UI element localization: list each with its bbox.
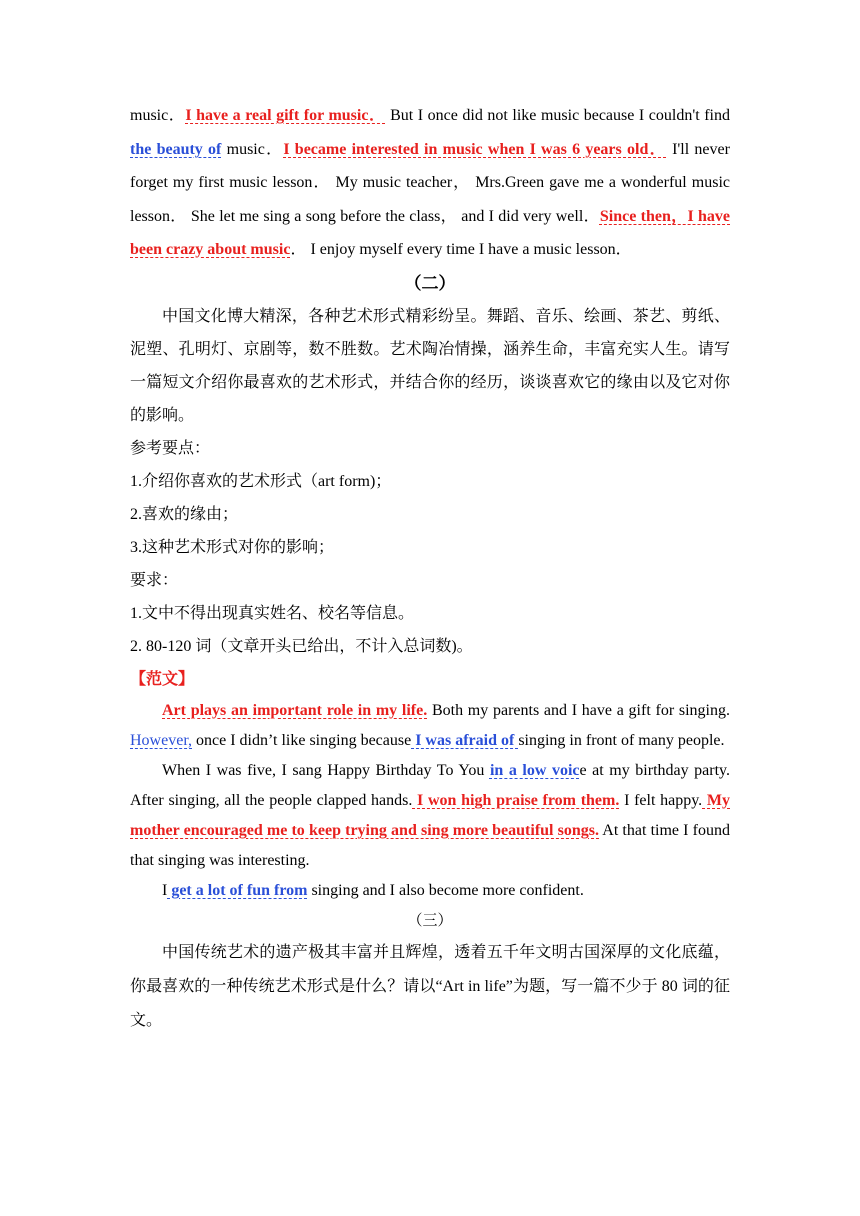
text-run: music． bbox=[221, 140, 284, 158]
points-title: 参考要点： bbox=[130, 439, 211, 457]
text-run: music． bbox=[130, 107, 186, 124]
section3-heading: （三） bbox=[407, 912, 453, 929]
text-run: Both my parents and I have a gift for singing. bbox=[427, 701, 730, 719]
highlight-red: I won high praise from them. bbox=[412, 791, 620, 809]
highlight-red: I became interested in music when I was 6 years old． bbox=[283, 140, 667, 158]
highlight-blue: get a lot of fun from bbox=[167, 881, 308, 899]
point-item: 2.喜欢的缘由； bbox=[130, 505, 239, 523]
highlight-blue: I was afraid of bbox=[411, 731, 519, 749]
text-run: When I was five, I sang Happy Birthday To You bbox=[162, 761, 490, 779]
text-run: singing in front of many people. bbox=[518, 731, 725, 749]
highlight-red: I have a real gift for music． bbox=[185, 107, 386, 124]
highlight-red: My mother encouraged me to keep trying and sing more beautiful songs. bbox=[130, 791, 730, 839]
section2-prompt: 中国文化博大精深，各种艺术形式精彩纷呈。舞蹈、音乐、绘画、茶艺、剪纸、泥塑、孔明灯、京剧等，数不胜数。艺术陶冶情操，涵养生命，丰富充实人生。请写一篇短文介绍你最喜欢的艺术形式，并结合你的经历，谈谈喜欢它的缘由以及它对你的影响。 bbox=[130, 307, 730, 424]
text-run: ． I enjoy myself every time I have a music lesson． bbox=[290, 241, 632, 259]
text-run: I felt happy. bbox=[619, 791, 703, 809]
section2-heading: （二） bbox=[404, 273, 456, 293]
text-run: At that time I found that singing was interesting. bbox=[130, 821, 731, 869]
highlight-red: Since then，I have been crazy about music bbox=[130, 207, 730, 259]
point-item: 1.介绍你喜欢的艺术形式（art form)； bbox=[130, 472, 392, 490]
section3-prompt: 中国传统艺术的遗产极其丰富并且辉煌，透着五千年文明古国深厚的文化底蕴，你最喜欢的一种传统艺术形式是什么？请以“Art in life”为题，写一篇不少于 80 词的征文。 bbox=[130, 943, 730, 1029]
text-run: e at my birthday party. After singing, all the people clapped hands. bbox=[130, 761, 731, 809]
text-run: I bbox=[162, 881, 168, 899]
sample-tag-label: 【范文】 bbox=[130, 670, 195, 688]
highlight-blue: in a low voic bbox=[489, 761, 580, 779]
highlight-blue: However, bbox=[130, 731, 192, 749]
requirement-item: 1.文中不得出现真实姓名、校名等信息。 bbox=[130, 604, 415, 622]
sample-essay-tag bbox=[130, 663, 730, 696]
requirement-item: 2. 80-120 词（文章开头已给出，不计入总词数)。 bbox=[130, 637, 473, 655]
text-run: once I didn’t like singing because bbox=[192, 731, 412, 749]
essay-paragraph-3 bbox=[130, 876, 730, 906]
document-page bbox=[130, 99, 730, 1038]
highlight-red: Art plays an important role in my life. bbox=[162, 701, 428, 719]
highlight-blue: the beauty of bbox=[130, 140, 222, 158]
point-item: 3.这种艺术形式对你的影响； bbox=[130, 538, 335, 556]
essay-paragraph-1 bbox=[130, 696, 730, 756]
requirements-title: 要求： bbox=[130, 571, 179, 589]
section1-paragraph bbox=[130, 99, 730, 267]
text-run: But I once did not like music because I couldn't find bbox=[385, 107, 730, 124]
text-run: singing and I also become more confident. bbox=[307, 881, 584, 899]
essay-paragraph-2 bbox=[130, 756, 730, 876]
text-run: I'll never forget my first music lesson． My music teacher， Mrs.Green gave me a wonderful music lesson． She let me sing a song before the class， and I did very well． bbox=[130, 140, 730, 225]
